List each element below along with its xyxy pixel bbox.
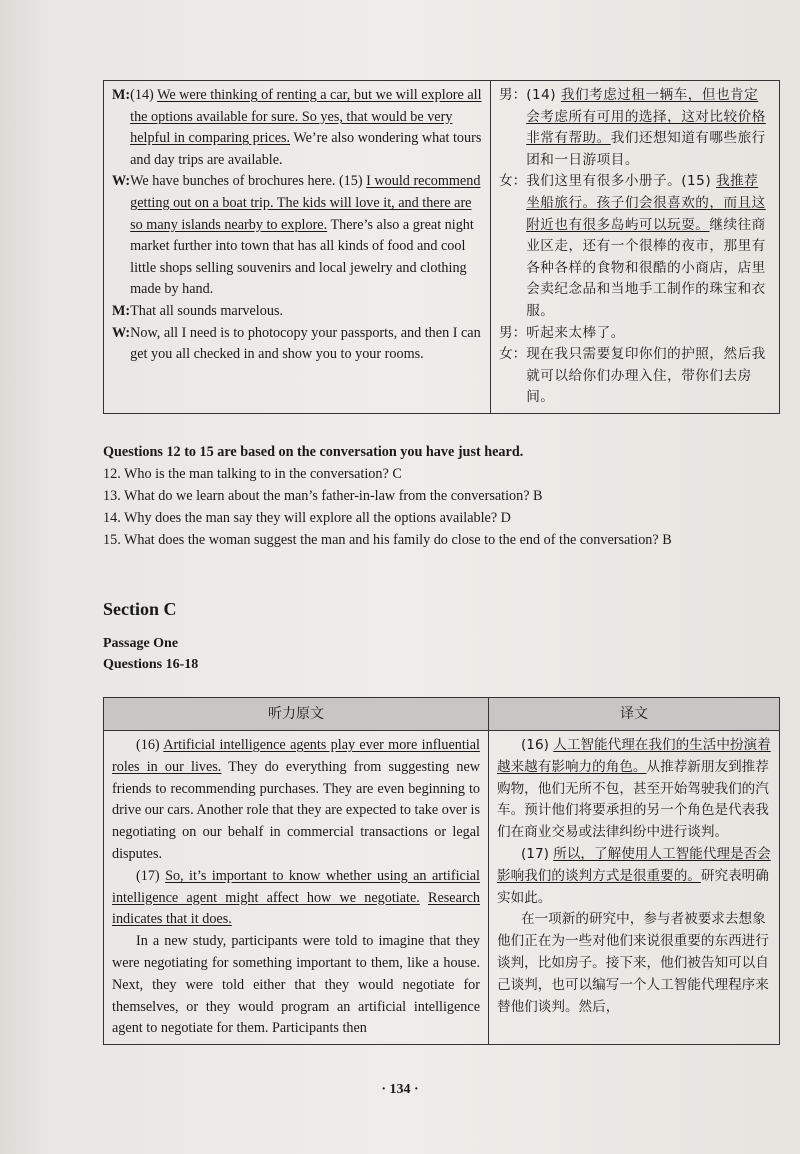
text-segment: We have bunches of brochures here. (15) bbox=[130, 173, 367, 190]
underlined-answer-text: 我们考虑过租一辆车，但也肯定会考虑所有可用的选择，这对比较价格非常有帮助。 bbox=[526, 87, 766, 147]
text-segment: 现在我只需要复印你们的护照，然后我就可以给你们办理入住，带你们去房间。 bbox=[526, 346, 766, 406]
transcript-paragraph bbox=[497, 844, 771, 909]
speaker-text bbox=[130, 323, 482, 366]
question-14: 14. Why does the man say they will explore all the options available? D bbox=[103, 510, 511, 526]
underlined-answer-text: We were thinking of renting a car, but we will explore all the options available for sure. So yes, that would be very helpful in comparing prices. bbox=[130, 87, 482, 147]
page-number: · 134 · bbox=[381, 1082, 419, 1097]
text-segment: (17) bbox=[521, 845, 554, 862]
text-segment: 我们还想知道有哪些旅行团和一日游项目。 bbox=[526, 130, 766, 168]
text-segment: In a new study, participants were told to imagine that they were negotiating for something important to them, like a house. Next, they were told either that they would negotiate for themselves, or they would program an artificial intelligence agent to negotiate for them. Participants then bbox=[112, 933, 480, 1037]
dialogue-english-column bbox=[104, 81, 491, 414]
text-segment: 我们这里有很多小册子。(15) bbox=[526, 173, 716, 190]
text-segment: (14) bbox=[130, 87, 158, 103]
text-segment: 研究表明确实如此。 bbox=[497, 867, 769, 906]
speaker-text bbox=[526, 344, 771, 409]
speaker-text bbox=[130, 301, 482, 323]
transcript-header-original: 听力原文 bbox=[104, 698, 489, 731]
dialogue-chinese-column bbox=[491, 81, 780, 414]
questions-heading: Questions 12 to 15 are based on the conversation you have just heard. bbox=[103, 444, 524, 460]
underlined-answer-text: 人工智能代理在我们的生活中扮演着越来越有影响力的角色。 bbox=[497, 737, 771, 775]
transcript-paragraph bbox=[112, 931, 480, 1040]
speaker-label: 女： bbox=[499, 173, 527, 190]
transcript-paragraph bbox=[112, 735, 480, 866]
passage-title: Passage One bbox=[103, 636, 179, 651]
underlined-answer-text: Research indicates that it does. bbox=[112, 889, 481, 928]
question-13: 13. What do we learn about the man’s father-in-law from the conversation? B bbox=[103, 488, 543, 504]
underlined-answer-text: 所以，了解使用人工智能代理是否会影响我们的谈判方式是很重要的。 bbox=[497, 845, 771, 884]
speaker-label: W: bbox=[112, 324, 131, 341]
underlined-answer-text: So, it’s important to know whether using an artificial intelligence agent might affect how we negotiate. bbox=[112, 867, 481, 906]
text-segment: That all sounds marvelous. bbox=[130, 302, 284, 319]
transcript-english-column bbox=[104, 731, 489, 1045]
text-segment: (16) bbox=[136, 737, 164, 753]
text-segment: (16) bbox=[521, 737, 554, 753]
dialogue-turn bbox=[112, 85, 482, 171]
text-segment: 听起来太棒了。 bbox=[526, 324, 625, 341]
dialogue-english bbox=[112, 85, 482, 366]
underlined-answer-text: Artificial intelligence agents play ever more influential roles in our lives. bbox=[112, 737, 480, 775]
dialogue-chinese bbox=[499, 85, 771, 409]
text-segment: 继续往商业区走，还有一个很棒的夜市，那里有各种各样的食物和很酷的小商店，店里会卖纪念品和当地手工制作的珠宝和衣服。 bbox=[526, 216, 766, 319]
speaker-label: M: bbox=[112, 87, 131, 103]
text-segment: 从推荐新朋友到推荐购物，他们无所不包，甚至开始驾驶我们的汽车。预计他们将要承担的另一个角色是代表我们在商业交易或法律纠纷中进行谈判。 bbox=[497, 758, 769, 841]
transcript-chinese bbox=[497, 735, 771, 1018]
underlined-answer-text: I would recommend getting out on a boat trip. The kids will love it, and there are so many islands nearby to explore. bbox=[130, 173, 481, 233]
transcript-table bbox=[103, 697, 780, 1045]
text-segment: We’re also wondering what tours and day trips are available. bbox=[130, 130, 482, 168]
speaker-text bbox=[526, 171, 771, 322]
question-15: 15. What does the woman suggest the man and his family do close to the end of the conversation? B bbox=[103, 532, 672, 548]
speaker-text bbox=[526, 85, 771, 171]
speaker-text bbox=[130, 85, 482, 171]
transcript-header-translation: 译文 bbox=[489, 698, 780, 731]
dialogue-turn bbox=[499, 344, 771, 409]
question-12: 12. Who is the man talking to in the conversation? C bbox=[103, 466, 402, 482]
transcript-chinese-column bbox=[489, 731, 780, 1045]
dialogue-turn bbox=[112, 171, 482, 301]
transcript-paragraph bbox=[112, 866, 480, 931]
questions-range: Questions 16-18 bbox=[103, 657, 199, 672]
dialogue-table bbox=[103, 80, 780, 414]
transcript-paragraph bbox=[497, 909, 771, 1018]
text-segment bbox=[420, 890, 428, 906]
speaker-text bbox=[130, 171, 482, 301]
speaker-label: W: bbox=[112, 173, 131, 190]
text-segment: (14) bbox=[526, 87, 561, 103]
text-segment: There’s also a great night market further into town that has all kinds of food and cool little shops selling souvenirs and local jewelry and clothing made by hand. bbox=[130, 216, 474, 298]
speaker-text bbox=[526, 323, 771, 345]
text-segment: (17) bbox=[136, 867, 166, 884]
dialogue-turn bbox=[499, 323, 771, 345]
speaker-label: 女： bbox=[499, 346, 527, 363]
speaker-label: 男： bbox=[499, 87, 527, 103]
speaker-label: 男： bbox=[499, 324, 527, 341]
text-segment: They do everything from suggesting new friends to recommending purchases. They are even beginning to drive our cars. Another role that they are expected to take over is negotiating on our behalf in commercial transactions or legal disputes. bbox=[112, 758, 480, 862]
dialogue-turn bbox=[112, 323, 482, 366]
transcript-paragraph bbox=[497, 735, 771, 844]
text-segment: Now, all I need is to photocopy your passports, and then I can get you all checked in and show you to your rooms. bbox=[130, 324, 481, 363]
dialogue-turn bbox=[112, 301, 482, 323]
underlined-answer-text: 我推荐坐船旅行。孩子们会很喜欢的，而且这附近也有很多岛屿可以玩耍。 bbox=[526, 173, 766, 233]
speaker-label: M: bbox=[112, 302, 131, 319]
transcript-english bbox=[112, 735, 480, 1040]
text-segment: 在一项新的研究中，参与者被要求去想象他们正在为一些对他们来说很重要的东西进行谈判，比如房子。接下来，他们被告知可以自己谈判，也可以编写一个人工智能代理程序来替他们谈判。然后， bbox=[497, 911, 769, 1015]
section-title: Section C bbox=[103, 599, 177, 619]
dialogue-turn bbox=[499, 85, 771, 171]
dialogue-turn bbox=[499, 171, 771, 322]
